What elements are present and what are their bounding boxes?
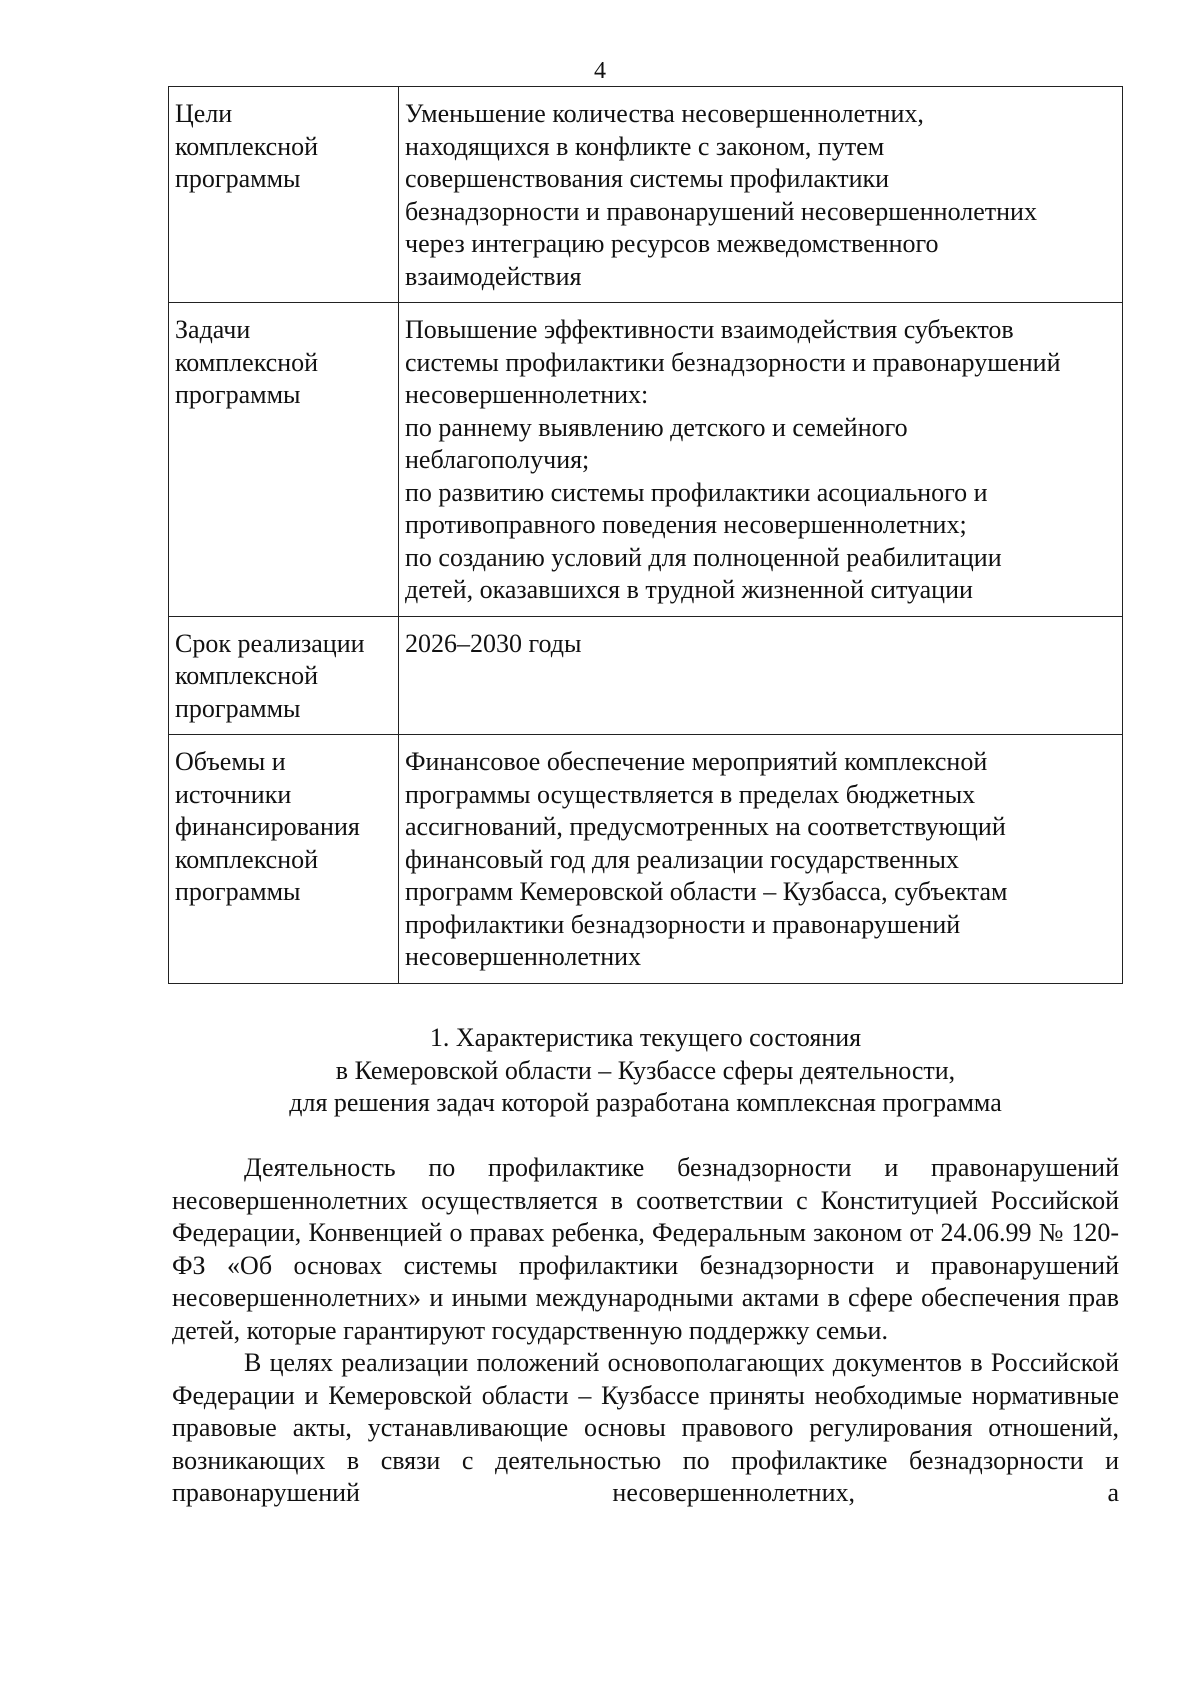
tasks-value-cell: Повышение эффективности взаимодействия субъектов системы профилактики безнадзорности и правонарушений несовершеннолетних: по раннему выявлению детского и семейного неблагополучия; по развитию системы профилактики асоциального и противоправного поведения несовершеннолетних; по созданию условий для полноценной реабилитации детей, оказавшихся в трудной жизненной ситуации [399, 303, 1123, 617]
section-body [172, 1152, 1119, 1510]
goals-value-cell: Уменьшение количества несовершеннолетних, находящихся в конфликте с законом, путем совершенствования системы профилактики безнадзорности и правонарушений несовершеннолетних через интеграцию ресурсов межведомственного взаимодействия [399, 87, 1123, 303]
funding-value-cell: Финансовое обеспечение мероприятий комплексной программы осуществляется в пределах бюджетных ассигнований, предусмотренных на соответствующий финансовый год для реализации государственных программ Кемеровской области – Кузбасса, субъектам профилактики безнадзорности и правонарушений несовершеннолетних [399, 735, 1123, 984]
funding-label-cell: Объемы и источники финансирования комплексной программы [169, 735, 399, 984]
tasks-label-cell: Задачи комплексной программы [169, 303, 399, 617]
table-row-goals [169, 87, 1123, 303]
table-row-term [169, 616, 1123, 735]
table-row-tasks [169, 303, 1123, 617]
body-paragraph-2: В целях реализации положений основополагающих документов в Российской Федерации и Кемеровской области – Кузбассе приняты необходимые нормативные правовые акты, устанавливающие основы правового регулирования отношений, возникающих в связи с деятельностью по профилактике безнадзорности и правонарушений несовершеннолетних, а [172, 1348, 1119, 1507]
term-value-cell: 2026–2030 годы [399, 616, 1123, 735]
goals-label-cell: Цели комплексной программы [169, 87, 399, 303]
program-passport-table [168, 86, 1123, 984]
page-number: 4 [594, 58, 606, 84]
term-label-cell: Срок реализации комплексной программы [169, 616, 399, 735]
body-paragraph-1: Деятельность по профилактике безнадзорности и правонарушений несовершеннолетних осуществляется в соответствии с Конституцией Российской Федерации, Конвенцией о правах ребенка, Федеральным законом от 24.06.99 № 120-ФЗ «Об основах системы профилактики безнадзорности и правонарушений несовершеннолетних» и иными международными актами в сфере обеспечения прав детей, которые гарантируют государственную поддержку семьи. [172, 1153, 1119, 1345]
table-row-funding [169, 735, 1123, 984]
section-heading: 1. Характеристика текущего состояния в Кемеровской области – Кузбассе сферы деятельности, для решения задач которой разработана комплексная программа [289, 1023, 1002, 1117]
